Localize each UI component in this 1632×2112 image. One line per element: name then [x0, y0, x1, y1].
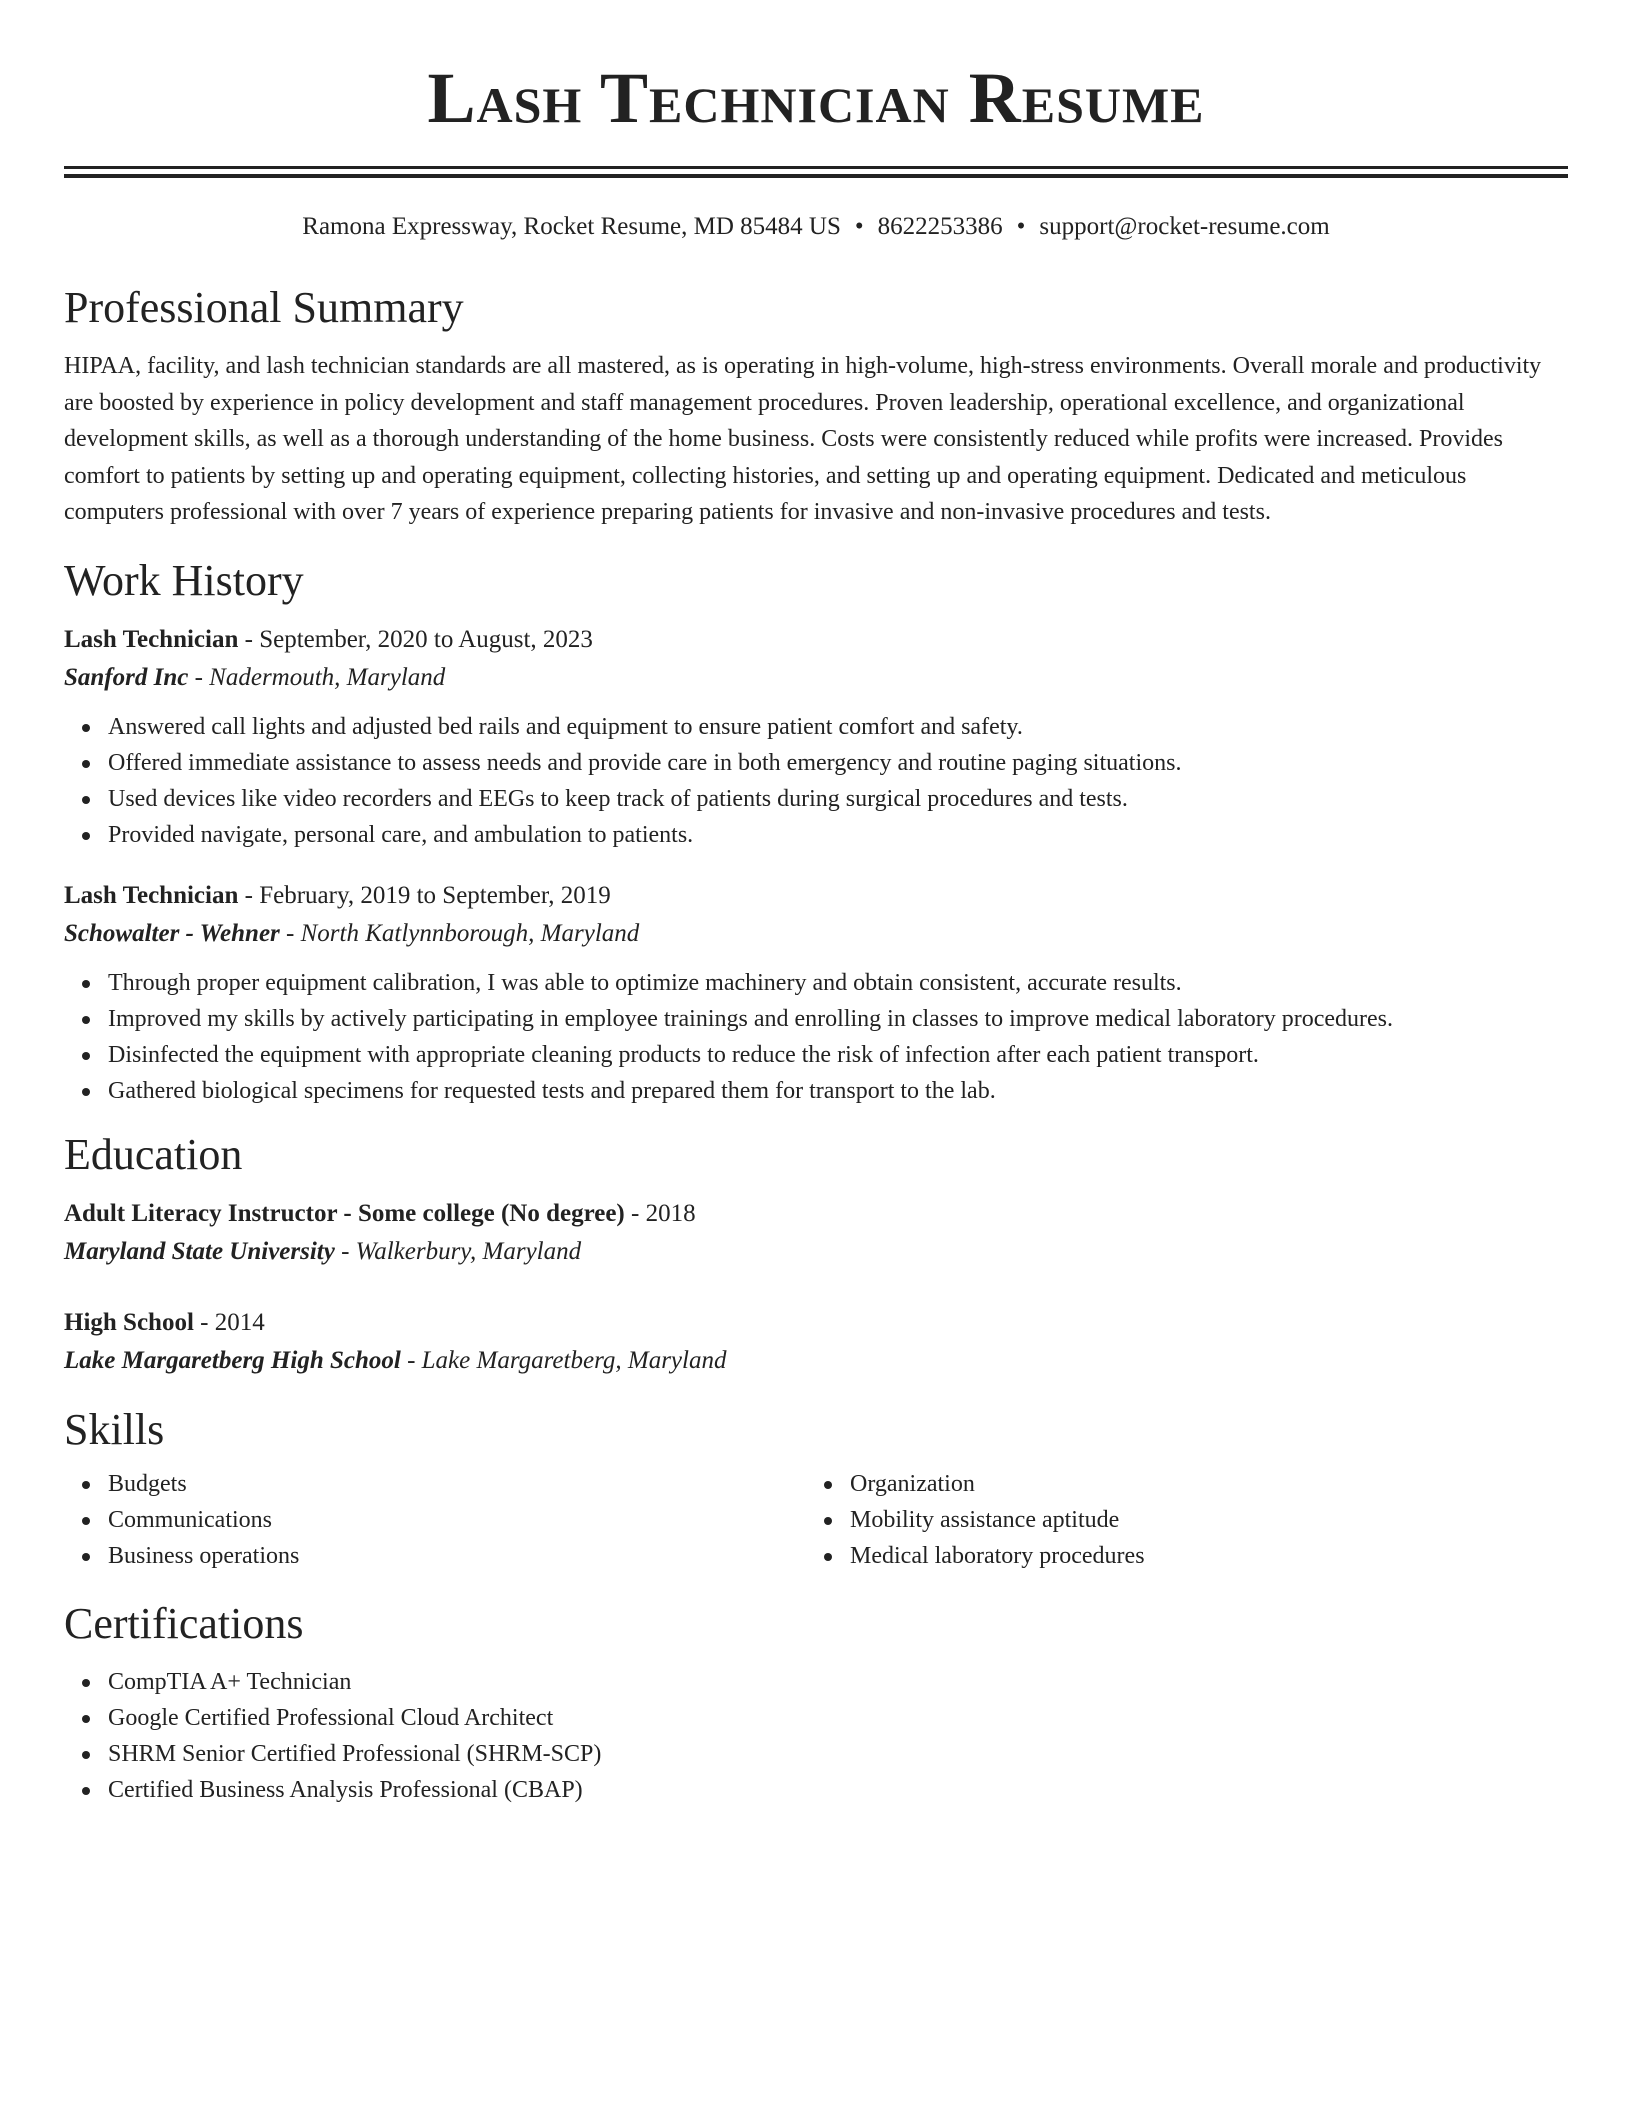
job-header	[64, 621, 1568, 659]
certifications-heading: Certifications	[64, 1598, 304, 1648]
job-header	[64, 877, 1568, 915]
resume-title: Lash Technician Resume	[427, 58, 1205, 138]
certifications-list	[64, 1664, 1568, 1808]
job-location: - Nadermouth, Maryland	[188, 663, 446, 691]
contact-separator: •	[1016, 213, 1026, 240]
skill-item: Mobility assistance aptitude	[850, 1502, 1548, 1538]
job-company: Sanford Inc	[64, 663, 189, 691]
job-duty: Used devices like video recorders and EEGs to keep track of patients during surgical procedures and tests.	[108, 781, 1568, 817]
education-location: - Walkerbury, Maryland	[334, 1237, 582, 1265]
contact-line	[64, 212, 1568, 242]
job-duty: Offered immediate assistance to assess needs and provide care in both emergency and routine paging situations.	[108, 745, 1568, 781]
certification-item: Google Certified Professional Cloud Architect	[108, 1700, 1568, 1736]
job-employer	[64, 659, 1568, 697]
job-duty: Answered call lights and adjusted bed rails and equipment to ensure patient comfort and safety.	[108, 709, 1568, 745]
certification-item: SHRM Senior Certified Professional (SHRM-SCP)	[108, 1736, 1568, 1772]
education-degree: High School	[64, 1308, 194, 1336]
summary-heading: Professional Summary	[64, 283, 464, 332]
skill-item: Organization	[850, 1466, 1548, 1502]
skills-column-left	[64, 1466, 806, 1574]
skill-item: Budgets	[108, 1466, 806, 1502]
education-degree: Adult Literacy Instructor - Some college (No degree)	[64, 1199, 625, 1227]
education-year: - 2018	[624, 1199, 696, 1227]
job-title: Lash Technician	[64, 881, 239, 909]
skills-list	[64, 1466, 806, 1574]
title-divider-top	[64, 166, 1568, 169]
contact-phone: 8622253386	[877, 213, 1003, 240]
education-school-line	[64, 1233, 1568, 1271]
education-heading: Education	[64, 1129, 243, 1179]
education-location: - Lake Margaretberg, Maryland	[400, 1346, 727, 1374]
skills-heading: Skills	[64, 1404, 165, 1454]
resume-page	[64, 0, 1568, 1808]
contact-address: Ramona Expressway, Rocket Resume, MD 85484 US	[302, 213, 841, 240]
contact-email: support@rocket-resume.com	[1039, 213, 1330, 240]
job-dates: - September, 2020 to August, 2023	[238, 625, 593, 653]
skills-column-right	[806, 1466, 1548, 1574]
skill-item: Medical laboratory procedures	[850, 1538, 1548, 1574]
job-employer	[64, 915, 1568, 953]
job-entry	[64, 877, 1568, 1109]
education-header	[64, 1304, 1568, 1342]
skills-list	[806, 1466, 1548, 1574]
certification-item: CompTIA A+ Technician	[108, 1664, 1568, 1700]
job-duties-list	[64, 965, 1568, 1109]
job-duty: Gathered biological specimens for requested tests and prepared them for transport to the lab.	[108, 1073, 1568, 1109]
job-duty: Disinfected the equipment with appropriate cleaning products to reduce the risk of infection after each patient transport.	[108, 1037, 1568, 1073]
job-duty: Provided navigate, personal care, and ambulation to patients.	[108, 817, 1568, 853]
job-duty: Through proper equipment calibration, I was able to optimize machinery and obtain consistent, accurate results.	[108, 965, 1568, 1001]
skills-grid	[64, 1466, 1568, 1574]
certification-item: Certified Business Analysis Professional (CBAP)	[108, 1772, 1568, 1808]
title-divider-bottom	[64, 174, 1568, 178]
contact-separator: •	[854, 213, 864, 240]
work-history-heading: Work History	[64, 555, 304, 605]
education-entry	[64, 1304, 1568, 1380]
job-duties-list	[64, 709, 1568, 853]
job-dates: - February, 2019 to September, 2019	[238, 881, 611, 909]
job-location: - North Katlynnborough, Maryland	[279, 919, 640, 947]
education-school: Lake Margaretberg High School	[64, 1346, 401, 1374]
education-entry	[64, 1195, 1568, 1271]
education-school: Maryland State University	[64, 1237, 335, 1265]
summary-text: HIPAA, facility, and lash technician standards are all mastered, as is operating in high-volume, high-stress environments. Overall morale and productivity are boosted by experience in policy development and staff management procedures. Proven leadership, operational excellence, and organizational development skills, as well as a thorough understanding of the home business. Costs were consistently reduced while profits were increased. Provides comfort to patients by setting up and operating equipment, collecting histories, and setting up and operating equipment. Dedicated and meticulous computers professional with over 7 years of experience preparing patients for invasive and non-invasive procedures and tests.	[64, 353, 1542, 525]
job-title: Lash Technician	[64, 625, 239, 653]
job-company: Schowalter - Wehner	[64, 919, 280, 947]
education-header	[64, 1195, 1568, 1233]
education-school-line	[64, 1342, 1568, 1380]
job-entry	[64, 621, 1568, 853]
skill-item: Business operations	[108, 1538, 806, 1574]
skill-item: Communications	[108, 1502, 806, 1538]
education-year: - 2014	[193, 1308, 265, 1336]
job-duty: Improved my skills by actively participating in employee trainings and enrolling in classes to improve medical laboratory procedures.	[108, 1001, 1568, 1037]
